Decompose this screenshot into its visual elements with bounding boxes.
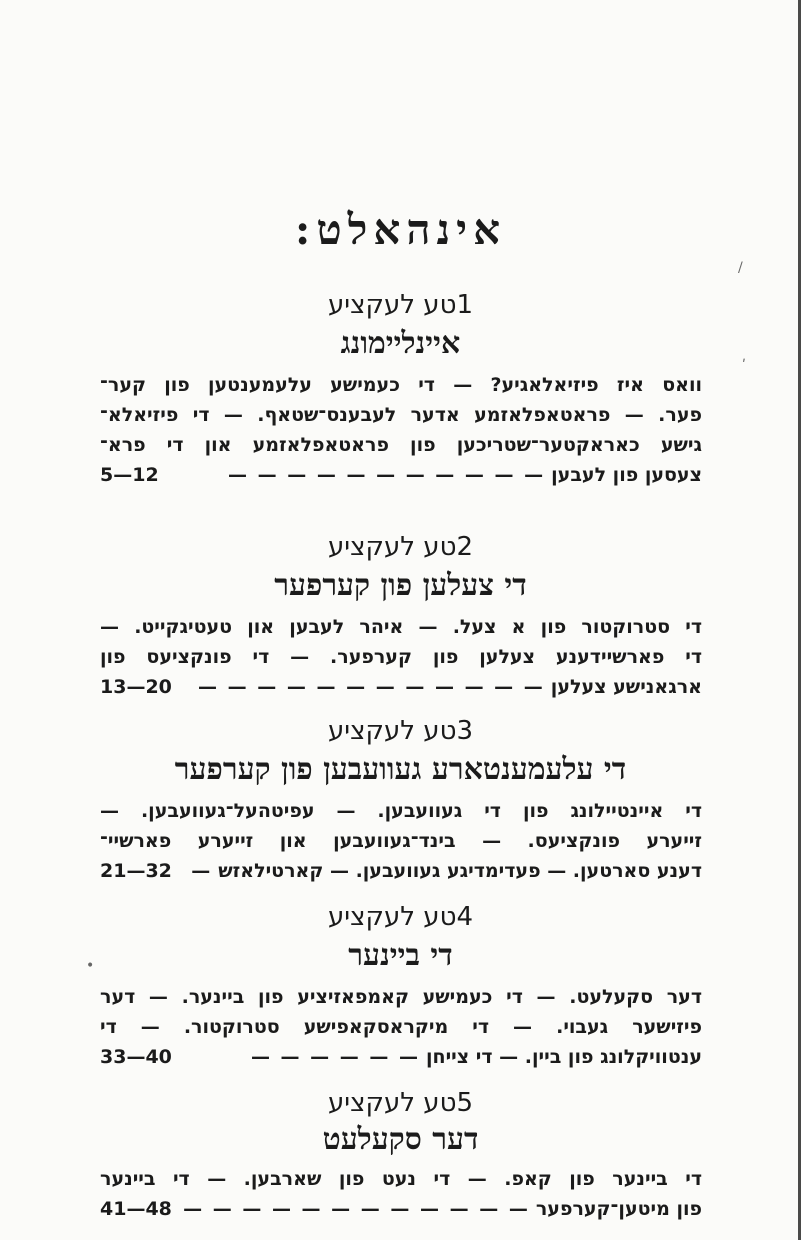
section-heading: איינליימונג: [340, 326, 461, 361]
summary-last-line: [100, 1194, 702, 1224]
margin-mark: /: [738, 260, 743, 276]
summary-line: זייערע פונקציעס. — בינד־געוועבען און זייערע פארשיי־: [100, 830, 702, 852]
section-summary: [100, 796, 702, 886]
summary-line: די סטרוקטור פון א צעל. — איהר לעבען און טעטיגקייט. —: [100, 616, 702, 638]
summary-last-line: [100, 672, 702, 702]
leader-dashes: —: [191, 860, 213, 882]
summary-line: צעסען פון לעבען: [551, 464, 702, 486]
chapter-label: 5טע לעקציע: [328, 1088, 473, 1118]
summary-line: וואס איז פיזיאלאגיע? — די כעמישע עלעמענטען פון קער־: [100, 374, 702, 396]
page-range: 21—32: [100, 860, 172, 882]
summary-line: דענע סארטען. — פעדימדיגע געוועבען. — קארטילאזש: [218, 860, 702, 882]
summary-line: פון מיטען־קערפער: [535, 1198, 702, 1220]
summary-last-line: [100, 856, 702, 886]
chapter-label: 4טע לעקציע: [328, 902, 473, 932]
section-summary: [100, 612, 702, 702]
section-heading: די עלעמענטארע געוועבען פון קערפער: [174, 752, 627, 787]
leader-dashes: — — — — — —: [250, 1046, 421, 1068]
chapter-label: 3טע לעקציע: [328, 716, 473, 746]
margin-mark: ʹ: [742, 358, 746, 374]
section-heading: דער סקעלעט: [322, 1122, 479, 1157]
summary-line: פיזישער געבוי. — די מיקראסקאפישע סטרוקטור. — די: [100, 1016, 702, 1038]
leader-dashes: — — — — — — — — — — —: [228, 464, 546, 486]
summary-line: ענטוויקלונג פון ביין. — די צייחן: [426, 1046, 702, 1068]
chapter-label: 2טע לעקציע: [328, 532, 473, 562]
summary-line: די פארשיידענע צעלען פון קערפער. — די פונקציעס פון: [100, 646, 702, 668]
section-summary: [100, 370, 702, 490]
section-heading: די צעלען פון קערפער: [274, 568, 527, 603]
page-range: 13—20: [100, 676, 172, 698]
summary-line: די ביינער פון קאפ. — די נעט פון שארבען. — די ביינער: [100, 1168, 702, 1190]
summary-last-line: [100, 1042, 702, 1072]
chapter-label: 1טע לעקציע: [328, 290, 473, 320]
page-range: 41—48: [100, 1198, 172, 1220]
section-summary: [100, 982, 702, 1072]
summary-line: גישע כאראקטער־שטריכען פון פראטאפלאזמע און די פרא־: [100, 434, 702, 456]
section-heading: די ביינער: [348, 938, 453, 973]
margin-dot: •: [86, 958, 95, 974]
page-range: 5—12: [100, 464, 159, 486]
page-range: 33—40: [100, 1046, 172, 1068]
summary-line: דער סקעלעט. — די כעמישע קאמפאזיציע פון ביינער. — דער: [100, 986, 702, 1008]
section-summary: [100, 1164, 702, 1224]
summary-line: ארגאנישע צעלען: [550, 676, 702, 698]
summary-last-line: [100, 460, 702, 490]
contents-title: אינהאלט:: [294, 205, 507, 254]
leader-dashes: — — — — — — — — — — — —: [183, 1198, 530, 1220]
leader-dashes: — — — — — — — — — — — —: [198, 676, 545, 698]
summary-line: די איינטיילונג פון די געוועבען. — עפיטהעל־געוועבען. —: [100, 800, 702, 822]
summary-line: פער. — פראטאפלאזמע אדער לעבענס־שטאף. — די פיזיאלא־: [100, 404, 702, 426]
